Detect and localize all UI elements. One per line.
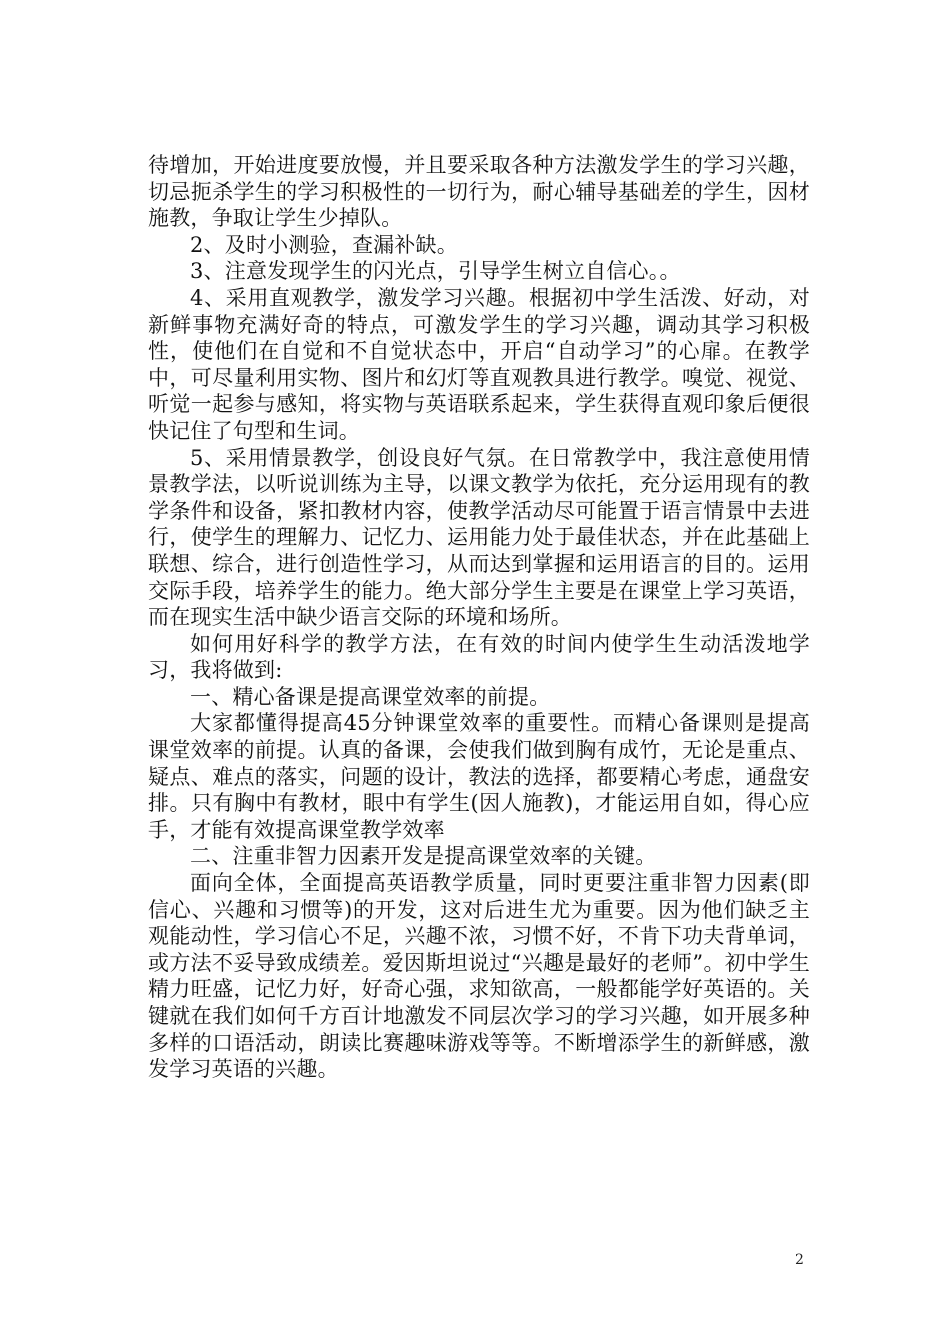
paragraph-3: 3、注意发现学生的闪光点，引导学生树立自信心。。 xyxy=(190,259,681,284)
section-heading-1: 一、精心备课是提高课堂效率的前提。 xyxy=(190,684,551,709)
page-number: 2 xyxy=(795,1252,804,1268)
paragraph-2: 2、及时小测验，查漏补缺。 xyxy=(190,232,458,257)
document-body xyxy=(148,152,810,1083)
section-heading-2: 二、注重非智力因素开发是提高课堂效率的关键。 xyxy=(190,844,657,869)
paragraph-1: 待增加，开始进度要放慢，并且要采取各种方法激发学生的学习兴趣，切忌扼杀学生的学习积极性的一切行为，耐心辅导基础差的学生，因材施教，争取让学生少掉队。 xyxy=(148,153,810,231)
paragraph-4: 4、采用直观教学，激发学习兴趣。根据初中学生活泼、好动，对新鲜事物充满好奇的特点，可激发学生的学习兴趣，调动其学习积极性，使他们在自觉和不自觉状态中，开启“自动学习”的心扉。在教学中，可尽量利用实物、图片和幻灯等直观教具进行教学。嗅觉、视觉、听觉一起参与感知，将实物与英语联系起来，学生获得直观印象后便很快记住了句型和生词。 xyxy=(148,285,810,443)
paragraph-5: 5、采用情景教学，创设良好气氛。在日常教学中，我注意使用情景教学法，以听说训练为主导，以课文教学为依托，充分运用现有的教学条件和设备，紧扣教材内容，使教学活动尽可能置于语言情景中去进行，使学生的理解力、记忆力、运用能力处于最佳状态，并在此基础上联想、综合，进行创造性学习，从而达到掌握和运用语言的目的。运用交际手段，培养学生的能力。绝大部分学生主要是在课堂上学习英语，而在现实生活中缺少语言交际的环境和场所。 xyxy=(148,445,810,630)
paragraph-8: 面向全体，全面提高英语教学质量，同时更要注重非智力因素(即信心、兴趣和习惯等)的开发，这对后进生尤为重要。因为他们缺乏主观能动性，学习信心不足，兴趣不浓，习惯不好，不肯下功夫背单词，或方法不妥导致成绩差。爱因斯坦说过“兴趣是最好的老师”。初中学生精力旺盛，记忆力好，好奇心强，求知欲高，一般都能学好英语的。关键就在我们如何千方百计地激发不同层次学习的学习兴趣，如开展多种多样的口语活动，朗读比赛趣味游戏等等。不断增添学生的新鲜感，激发学习英语的兴趣。 xyxy=(148,871,810,1082)
paragraph-6: 如何用好科学的教学方法，在有效的时间内使学生生动活泼地学习，我将做到: xyxy=(148,631,810,683)
paragraph-7: 大家都懂得提高45分钟课堂效率的重要性。而精心备课则是提高课堂效率的前提。认真的备课，会使我们做到胸有成竹，无论是重点、疑点、难点的落实，问题的设计，教法的选择，都要精心考虑，通盘安排。只有胸中有教材，眼中有学生(因人施教)，才能运用自如，得心应手，才能有效提高课堂教学效率 xyxy=(148,711,810,842)
